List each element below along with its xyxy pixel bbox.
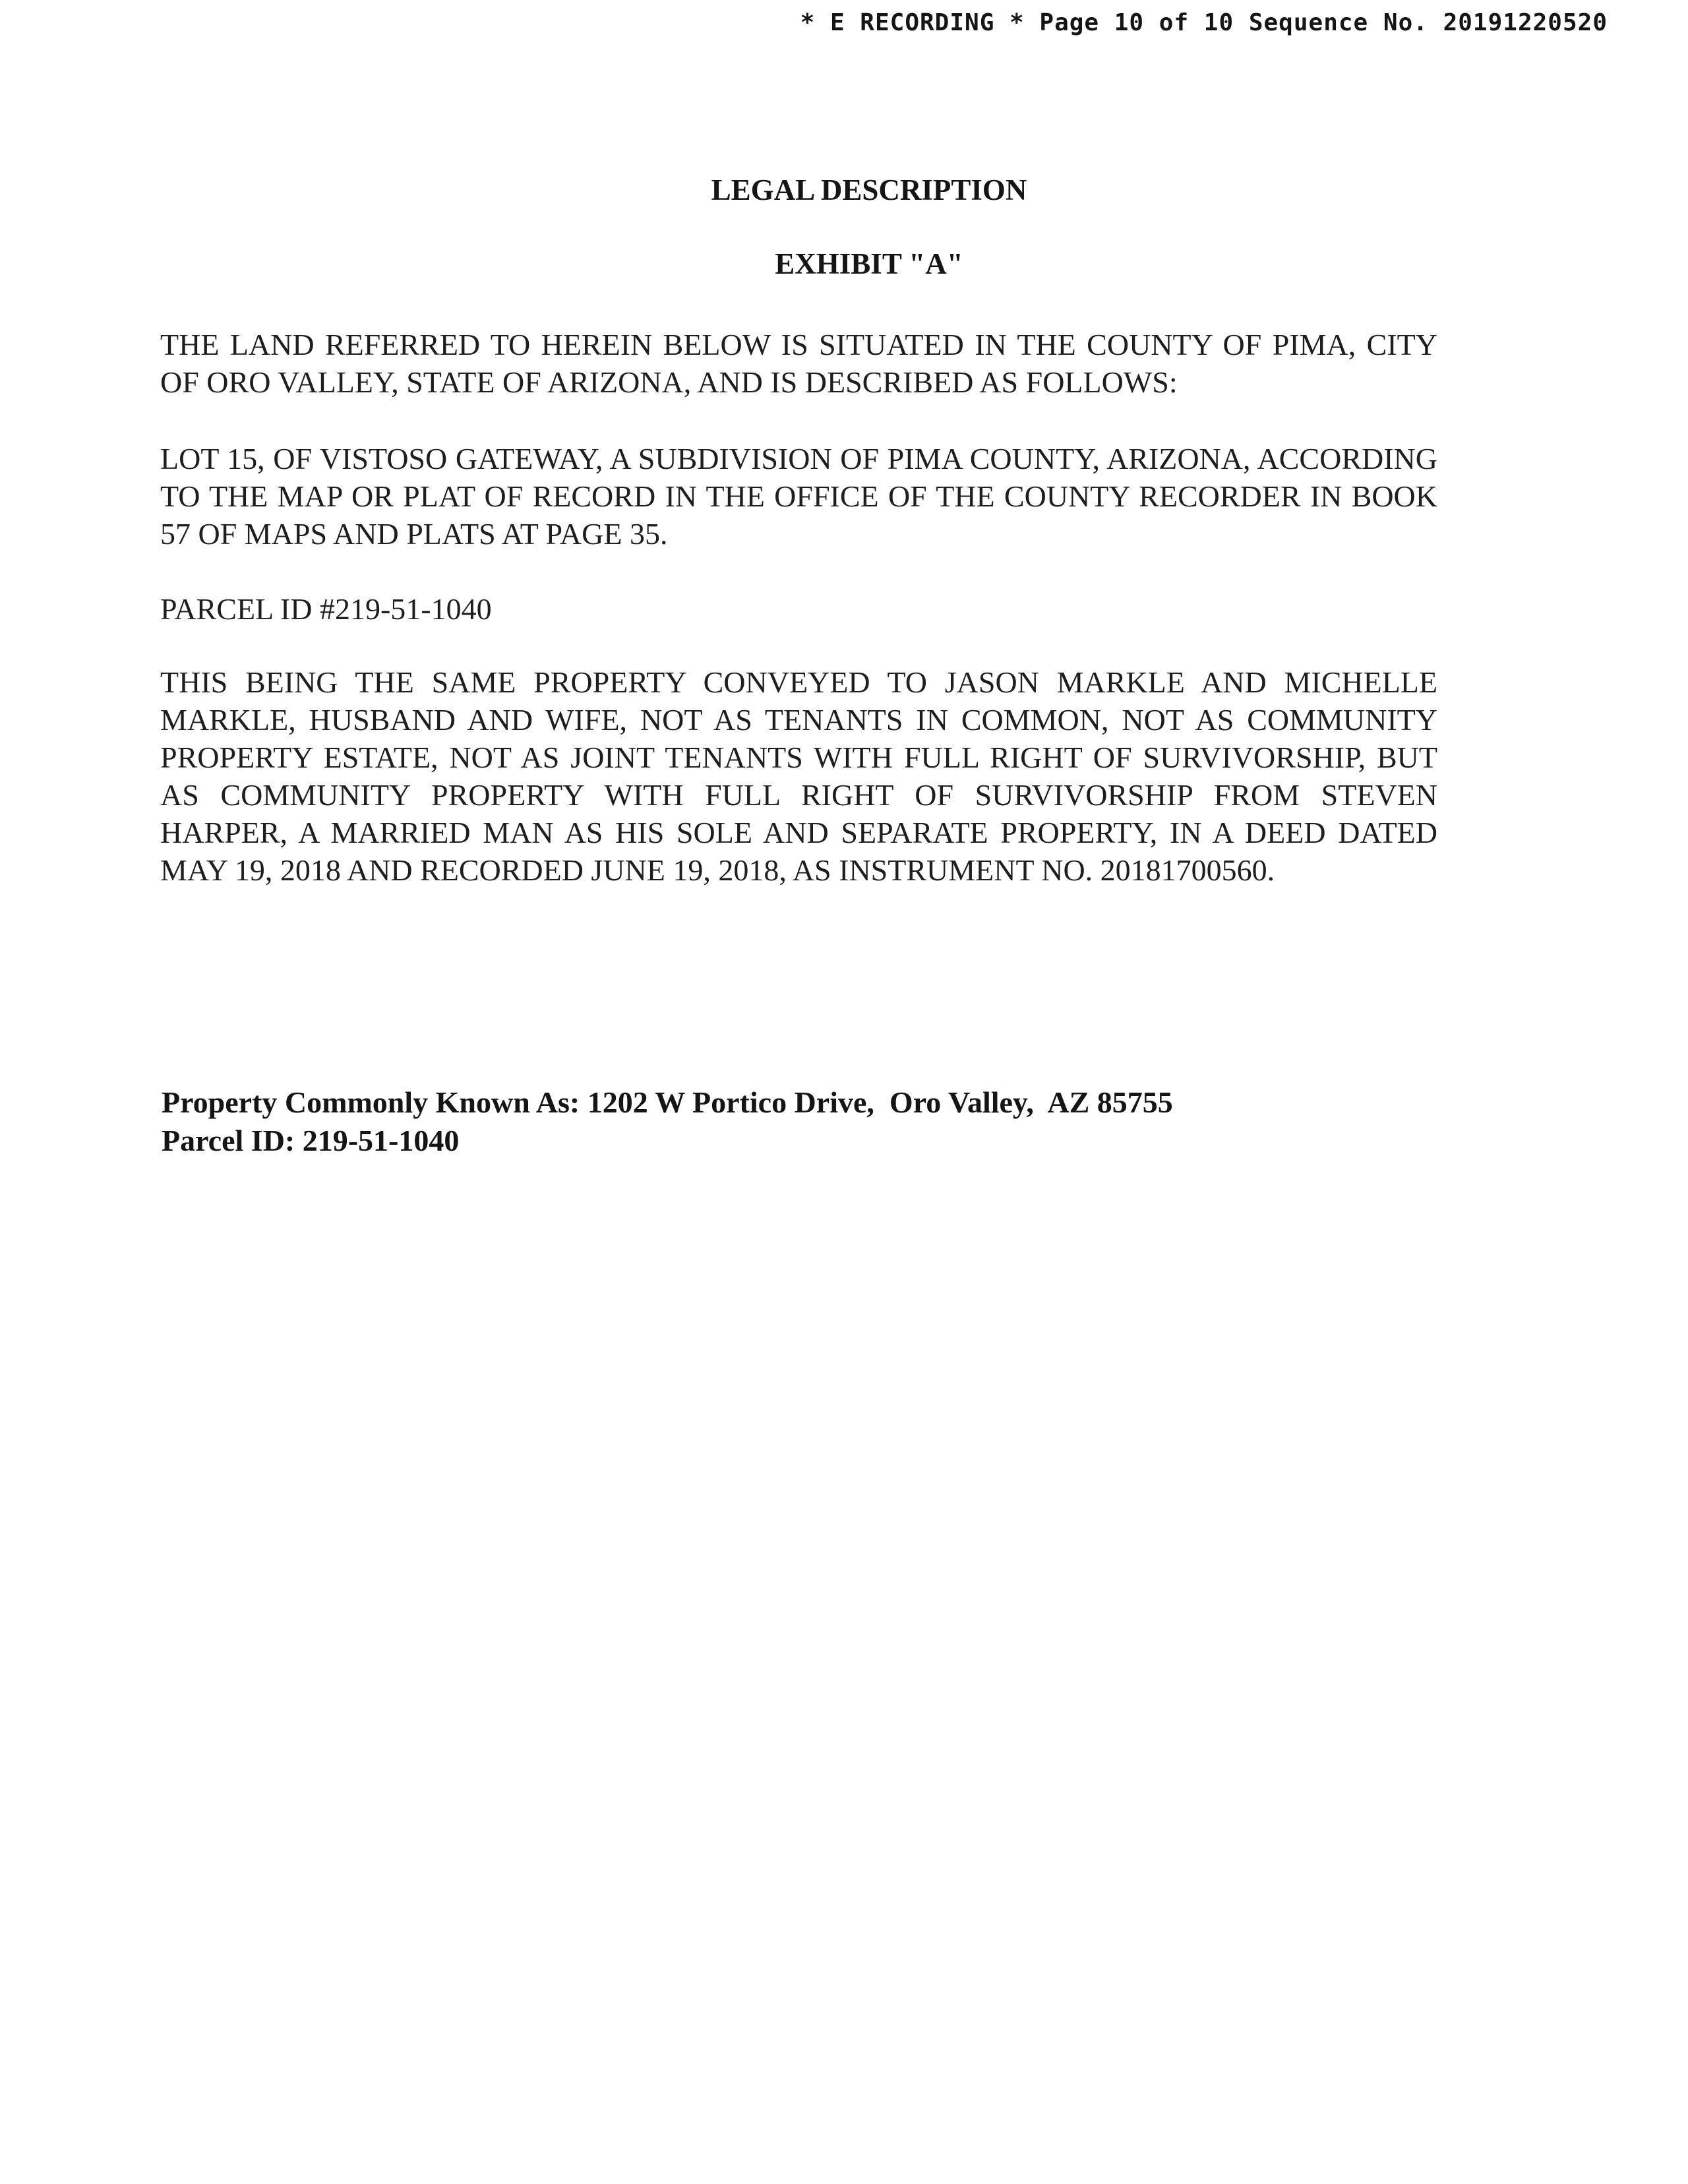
land-location-paragraph: THE LAND REFERRED TO HEREIN BELOW IS SITUATED IN THE COUNTY OF PIMA, CITY OF ORO VALLEY, STATE OF ARIZONA, AND IS DESCRIBED AS FOLLOWS: xyxy=(160,328,1437,399)
parcel-id-paragraph: PARCEL ID #219-51-1040 xyxy=(160,592,492,626)
lot-description-paragraph: LOT 15, OF VISTOSO GATEWAY, A SUBDIVISION OF PIMA COUNTY, ARIZONA, ACCORDING TO THE MAP OR PLAT OF RECORD IN THE OFFICE OF THE COUNTY RECORDER IN BOOK 57 OF MAPS AND PLATS AT PAGE 35. xyxy=(160,442,1437,551)
exhibit-subtitle: EXHIBIT "A" xyxy=(775,247,963,280)
property-address: Property Commonly Known As: 1202 W Portico Drive, Oro Valley, AZ 85755 xyxy=(162,1085,1173,1119)
property-summary xyxy=(162,1083,1414,1160)
recording-header: * E RECORDING * Page 10 of 10 Sequence No. 20191220520 xyxy=(800,9,1608,36)
document-title: LEGAL DESCRIPTION xyxy=(711,173,1027,206)
conveyance-paragraph: THIS BEING THE SAME PROPERTY CONVEYED TO JASON MARKLE AND MICHELLE MARKLE, HUSBAND AND WIFE, NOT AS TENANTS IN COMMON, NOT AS COMMUNITY PROPERTY ESTATE, NOT AS JOINT TENANTS WITH FULL RIGHT OF SURVIVORSHIP, BUT AS COMMUNITY PROPERTY WITH FULL RIGHT OF SURVIVORSHIP FROM STEVEN HARPER, A MARRIED MAN AS HIS SOLE AND SEPARATE PROPERTY, IN A DEED DATED MAY 19, 2018 AND RECORDED JUNE 19, 2018, AS INSTRUMENT NO. 20181700560. xyxy=(160,665,1437,887)
property-parcel-id: Parcel ID: 219-51-1040 xyxy=(162,1124,460,1157)
